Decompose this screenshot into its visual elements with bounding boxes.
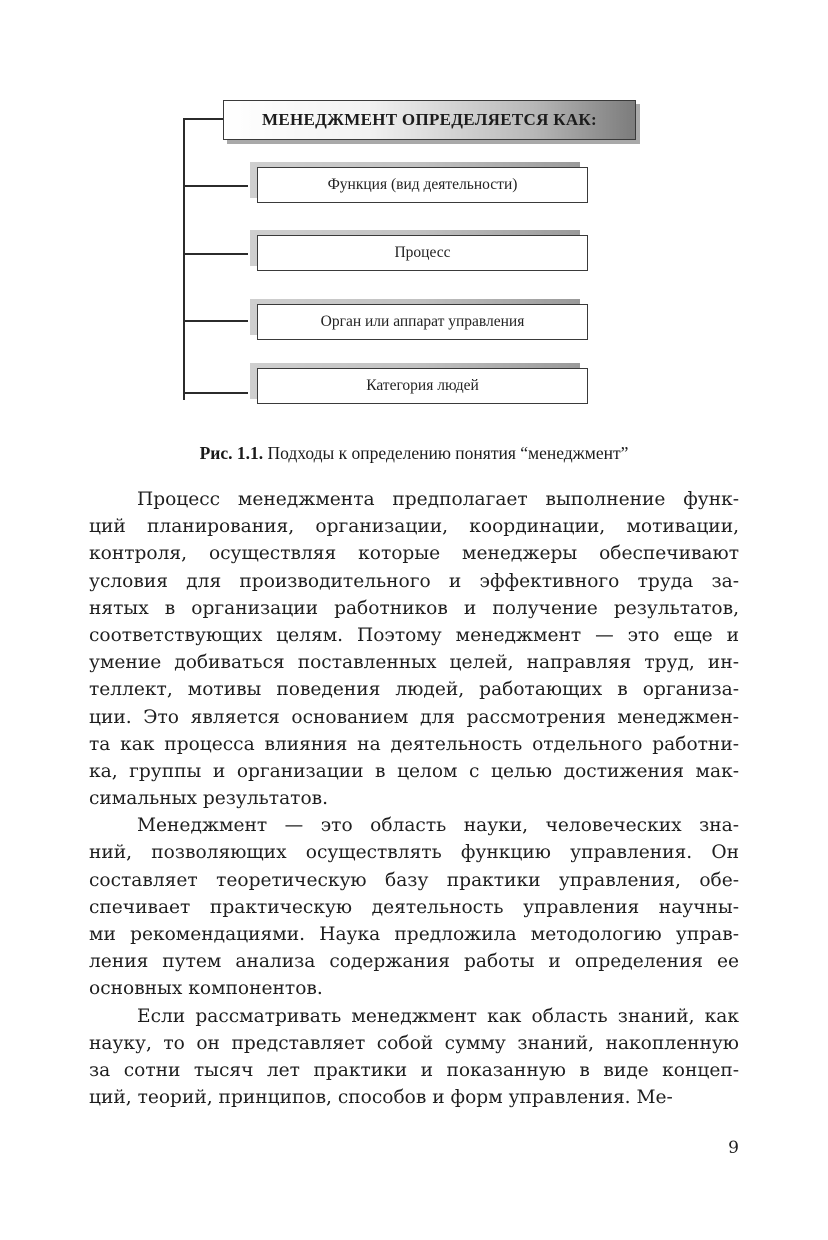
paragraph-line: ций, теорий, принципов, способов и форм управления. Ме-	[89, 1087, 673, 1109]
diagram-branch	[184, 185, 248, 187]
diagram-branch	[184, 392, 248, 394]
paragraph-line: условия для производительного и эффективного труда за-	[89, 570, 739, 592]
paragraph-line: спечивает практическую деятельность управления научны-	[89, 896, 739, 918]
diagram-item-process: Процесс	[257, 235, 588, 271]
figure-caption	[0, 443, 828, 464]
page-number: 9	[728, 1138, 739, 1158]
paragraph-line: науку, то он представляет собой сумму знаний, накопленную	[89, 1032, 739, 1054]
paragraph-line: составляет теоретическую базу практики управления, обе-	[89, 869, 739, 891]
paragraph-line: ми рекомендациями. Наука предложила методологию управ-	[89, 924, 739, 945]
paragraph-line: основных компонентов.	[89, 978, 323, 1000]
diagram	[0, 0, 828, 420]
caption-text: Подходы к определению понятия “менеджмент”	[263, 443, 629, 463]
diagram-trunk-line	[183, 118, 185, 400]
diagram-branch	[184, 253, 248, 255]
paragraph-line: ний, позволяющих осуществлять функцию управления. Он	[89, 842, 739, 864]
diagram-top-connector	[183, 118, 225, 120]
paragraph-line: ций планирования, организации, координации, мотивации,	[89, 516, 739, 538]
paragraph-line: симальных результатов.	[89, 788, 329, 810]
diagram-item-people: Категория людей	[257, 368, 588, 404]
paragraph-line: нятых в организации работников и получение результатов,	[89, 597, 739, 619]
caption-label: Рис. 1.1.	[199, 443, 264, 463]
diagram-item-organ: Орган или аппарат управления	[257, 304, 588, 340]
paragraph-line: теллект, мотивы поведения людей, работающих в организа-	[89, 679, 739, 701]
paragraph-line: Менеджмент — это область науки, человеческих зна-	[137, 815, 739, 837]
paragraph-line: ка, группы и организации в целом с целью достижения мак-	[89, 760, 739, 782]
paragraph-line: соответствующих целям. Поэтому менеджмент — это еще и	[89, 624, 739, 646]
body-text	[89, 486, 739, 1111]
paragraph-line: ления путем анализа содержания работы и определения ее	[89, 951, 739, 973]
paragraph-line: Процесс менеджмента предполагает выполнение функ-	[137, 489, 739, 510]
diagram-item-function: Функция (вид деятельности)	[257, 167, 588, 203]
paragraph-line: Если рассматривать менеджмент как область знаний, как	[137, 1005, 739, 1027]
diagram-header: МЕНЕДЖМЕНТ ОПРЕДЕЛЯЕТСЯ КАК:	[223, 100, 636, 140]
paragraph-line: за сотни тысяч лет практики и показанную в виде концеп-	[89, 1059, 739, 1081]
paragraph-line: умение добиваться поставленных целей, направляя труд, ин-	[89, 652, 739, 674]
paragraph-line: контроля, осуществляя которые менеджеры обеспечивают	[89, 543, 739, 565]
paragraph-line: ции. Это является основанием для рассмотрения менеджмен-	[89, 706, 739, 728]
paragraph-line: та как процесса влияния на деятельность отдельного работни-	[89, 733, 739, 755]
diagram-branch	[184, 320, 248, 322]
